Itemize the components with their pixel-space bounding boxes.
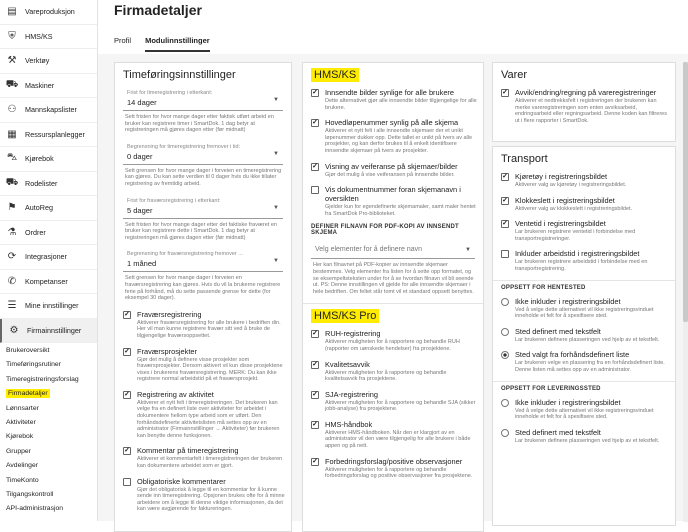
sidebar-item-label: Kompetanser (25, 276, 68, 286)
hms-pro-option-help: Aktiverer HMS-håndboken. Når den er klargjort av en administrator vil den være tilgjengelig for alle brukere i både appen og på nett. (325, 429, 471, 450)
sidebar-item-rodelister[interactable] (0, 172, 97, 197)
truck-list-icon: ⛟ (5, 176, 19, 188)
radio-selected[interactable] (501, 351, 509, 359)
divider (303, 303, 483, 304)
hms-pro-option[interactable] (311, 420, 477, 429)
subnav-item-label: Grupper (6, 447, 31, 455)
transport-option[interactable] (501, 196, 669, 205)
checkbox-checked[interactable]: ✓ (312, 119, 318, 127)
timeforing-option[interactable] (123, 390, 285, 399)
timeforing-option-label: Obligatoriske kommentarer (137, 476, 226, 486)
hms-option[interactable] (311, 162, 477, 171)
hentested-radio-label: Sted definert med tekstfelt (515, 326, 601, 336)
checkbox-checked[interactable]: ✓ (312, 162, 318, 170)
timeforing-option-help: Gjør det mulig å definere visse prosjekter som fraværsprosjekter. Dersom aktivert vil kun disse prosjektene vises i brukerens fraværsregistrering. MERK: Du kan ikke registrere normal arbeidstid på et fraværsprosjekt. (137, 356, 283, 383)
sidebar-item-firmainnstillinger[interactable] (0, 319, 97, 344)
select-value: 5 dager (127, 205, 153, 215)
checkbox-checked[interactable]: ✓ (312, 360, 318, 368)
timeforing-panel (114, 62, 292, 532)
hentested-radio-help: Lar brukeren definere plasseringen ved hjelp av et tekstfelt. (515, 336, 660, 343)
deadline-select[interactable] (123, 249, 283, 272)
varer-option-help: Aktiverer et nedtrekksfelt i registreringen der brukeren kan merke vareregistreringen som enten avviksarbeid, endringsarbeid eller regningsarbeid. Denne koden kan filtreres ut i flere rapporter i SmartDok. (515, 98, 667, 124)
checkbox-checked[interactable]: ✓ (312, 390, 318, 398)
select-help: Sett grensen for hvor mange dager i forveien en timeregistrering kan gjøres. Du kan sette verdien til 0 dager hvis du ikke tillater registrering av fremtidig arbeid. (125, 167, 282, 187)
page-title: Firmadetaljer (114, 2, 202, 18)
deadline-select[interactable] (123, 142, 283, 165)
divider (493, 280, 675, 281)
car-icon: ⛍ (6, 152, 18, 164)
subnav-item-grupper[interactable] (0, 444, 97, 458)
sidebar-item-label: Rodelister (25, 178, 58, 188)
dropdown-arrow-icon: ▼ (273, 258, 279, 265)
timeforing-option-label: Kommentar på timeregistrering (137, 446, 239, 456)
subnav-item-timekonto[interactable] (0, 473, 97, 487)
checkbox-checked[interactable]: ✓ (502, 89, 508, 96)
radio-unselected[interactable] (501, 298, 509, 306)
transport-option-help: Lar brukeren registrere ventetid i forbindelse med transportregistreringer. (515, 229, 636, 242)
subnav-item-label: TimeKonto (6, 476, 39, 484)
timeforing-option[interactable] (123, 347, 285, 356)
hentested-radio[interactable] (501, 327, 669, 336)
sidebar-item-label: Ordrer (25, 227, 46, 237)
leveringssted-radio-help: Lar brukeren definere plasseringen ved hjelp av et tekstfelt. (515, 437, 660, 444)
select-value: 1 måned (127, 259, 157, 269)
checkbox-checked[interactable]: ✓ (124, 347, 130, 355)
hentested-radio-help: Ved å velge dette alternativet vil ikke registreringsvinduet inneholde et felt for å spesifisere sted. (515, 306, 654, 320)
hms-title-text: HMS/KS (311, 68, 359, 82)
deadline-select[interactable] (123, 88, 283, 111)
subnav-item-label: Timeregistreringsforslag (6, 375, 79, 383)
hms-option[interactable] (311, 88, 477, 97)
subnav-item-aktiviteter[interactable] (0, 415, 97, 429)
pdf-filename-select[interactable] (311, 242, 475, 259)
checkbox-checked[interactable]: ✓ (502, 196, 508, 204)
shield-icon: ⛨ (8, 30, 16, 42)
timeforing-option[interactable] (123, 310, 285, 319)
select-value: 0 dager (127, 151, 153, 161)
hentested-radio-label: Sted valgt fra forhåndsdefinert liste (515, 350, 630, 360)
hms-pro-option-label: Kvalitetsavvik (325, 359, 370, 369)
sidebar-item-mannskapslister[interactable] (0, 98, 97, 123)
hms-pro-option-label: RUH-registrering (325, 329, 381, 339)
hms-pro-title-text: HMS/KS Pro (311, 309, 379, 323)
hentested-radio-label: Ikke inkluder i registreringsbildet (515, 296, 621, 306)
transport-option[interactable] (501, 219, 669, 228)
sidebar-item-label: HMS/KS (25, 31, 53, 41)
varer-option-label: Avvik/endring/regning på vareregistreringer (515, 88, 657, 97)
subnav-item-label: Lønnsarter (6, 404, 39, 412)
select-help: Sett fristen for hvor mange dager etter det faktiske fraværet en bruker kan registrere dette i SmartDok. 1 dag betyr at registreringen må gjøres dagen etter (før midnatt) (125, 221, 277, 241)
transport-option-label: Kjøretøy i registreringsbildet (515, 172, 608, 181)
hms-option-label: Vis dokumentnummer foran skjemanavn i oversikten (325, 185, 461, 204)
radio-unselected[interactable] (501, 399, 509, 407)
sliders-icon: ☰ (7, 300, 17, 312)
sidebar-item-label: Vareproduksjon (25, 7, 75, 17)
select-help: Sett fristen for hvor mange dager etter faktisk utført arbeid en bruker kan registrere timer i SmartDok. 1 dag betyr at registreringen må gjøres dagen etter (før midnatt) (125, 114, 274, 134)
timeforing-option-help: Gjør det obligatorisk å legge til en kommentar for å kunne sende inn timeregistrering. Opsjonen brukes ofte for å minne arbeidere om å legge til denne viktige informasjonen, da det kan være avgjørende for faktureringen. (137, 486, 285, 513)
tab-profil[interactable]: Profil (114, 36, 132, 45)
scrollbar-thumb[interactable] (683, 62, 688, 322)
timeforing-option[interactable] (123, 446, 285, 455)
transport-option[interactable] (501, 172, 669, 181)
checkbox-unchecked[interactable] (311, 186, 319, 194)
subnav-item-label: Brukeroversikt (6, 347, 50, 354)
select-label: Frist for timeregistrering i etterkant: (127, 90, 213, 96)
leveringssted-radio-label: Sted definert med tekstfelt (515, 427, 601, 437)
hms-option-help: Gjør det mulig å vise veiferansen på innsendte bilder. (325, 171, 455, 178)
hms-pro-option-help: Aktiverer muligheten for å rapportere og behandle SJA (sikker jobb-analyse) fra prosjektene. (325, 399, 476, 413)
sidebar-item-verkt-y[interactable] (0, 49, 97, 74)
pdf-filename-placeholder: Velg elementer for å definere navn (315, 246, 423, 254)
transport-option-label: Ventetid i registreringsbildet (515, 219, 606, 229)
checkbox-checked[interactable]: ✓ (312, 457, 318, 465)
timeforing-option-help: Aktiverer et nytt felt i timeregistreringen. Det brukeren kan velge fra en definert liste over aktiviteter for arbeidet i dokumentere hellom type arbeid som er utført. Den forhåndsdefinerte aktivitetslisten må settes opp av en administrator (Firmainnstillinger → Aktiviteter) før brukeren kan benytte denne funksjonen. (137, 399, 280, 439)
checkbox-unchecked[interactable] (501, 250, 509, 258)
leveringssted-radio-label: Ikke inkluder i registreringsbildet (515, 397, 621, 407)
truck-icon: ⛟ (5, 78, 19, 90)
timeforing-option-help: Aktiverer et kommentarfelt i timeregistreringen der brukeren kan dokumentere arbeidet som er gjort. (137, 456, 283, 470)
sidebar-item-kompetanser[interactable] (0, 270, 97, 295)
timeforing-option-help: Aktiverer fraværsregistrering for alle brukere i bedriften din. Her vil man kunne registrere fravær sitt ved å bruke de tilgjengelige fraværsoppsettet. (137, 319, 281, 339)
cart-icon: ⚗ (7, 226, 17, 238)
radio-unselected[interactable] (501, 328, 509, 336)
subnav-item-label: Tilgangskontroll (6, 490, 54, 498)
select-help: Sett grensen for hvor mange dager i forveien en fraværsregistrering kan gjøres. Hvis du vil la brukerne registrere ferie på forhånd, må du sette passende grense for dette (for eksempel 30 dager). (125, 275, 281, 302)
hms-pro-option[interactable] (311, 457, 477, 466)
checkbox-checked[interactable]: ✓ (124, 447, 130, 455)
dropdown-arrow-icon: ▼ (465, 247, 471, 254)
sidebar-item-kj-rebok[interactable] (0, 147, 97, 172)
subnav-item-timeregistreringsforslag[interactable] (0, 372, 97, 386)
checkbox-checked[interactable]: ✓ (312, 420, 318, 428)
timeforing-title: Timeføringsinnstillinger (123, 69, 236, 81)
sidebar-item-label: Firmainnstillinger (27, 325, 82, 335)
sidebar-item-ordrer[interactable] (0, 221, 97, 246)
select-label: Begrensning for fraværsregistrering fremover ... (127, 251, 243, 258)
sidebar-item-vareproduksjon[interactable] (0, 0, 97, 25)
hms-pro-option-help: Aktiverer muligheten for å rapportere og behandle kvalitetsavvik fra prosjektene. (325, 369, 447, 383)
transport-option-label: Klokkeslett i registreringsbildet (515, 195, 615, 205)
subnav-item-label: Aktiviteter (6, 418, 36, 426)
leveringssted-heading: OPPSETT FOR LEVERINGSSTED (501, 385, 601, 392)
varer-panel (492, 62, 676, 142)
dropdown-arrow-icon: ▼ (273, 97, 279, 103)
subnav-item-label: Firmadetaljer (8, 390, 48, 398)
hentested-radio[interactable] (501, 297, 669, 306)
hms-pro-option-label: SJA-registrering (325, 389, 378, 399)
hms-pro-option[interactable] (311, 360, 477, 369)
sidebar-item-label: Integrasjoner (25, 252, 67, 262)
subnav-item-api-administrasjon[interactable] (0, 501, 97, 515)
checkbox-unchecked[interactable] (123, 478, 131, 486)
hentested-radio-help: Lar brukeren velge en plassering fra en forhåndsdefinert liste. Denne listen må settes opp av en administrator. (515, 360, 665, 373)
autoreg-icon: ⚑ (7, 202, 17, 214)
hentested-heading: OPPSETT FOR HENTESTED (501, 284, 586, 291)
hms-panel (302, 62, 484, 532)
pdf-filename-heading: DEFINER FILNAVN FOR PDF-KOPI AV INNSENDT SKJEMA (311, 224, 459, 237)
checkbox-checked[interactable]: ✓ (124, 390, 130, 398)
dropdown-arrow-icon: ▼ (273, 204, 279, 211)
transport-option[interactable] (501, 249, 669, 258)
sidebar-item-maskiner[interactable] (0, 74, 97, 99)
hms-option-label: Visning av veiferanse på skjemaer/bilder (325, 161, 458, 171)
leveringssted-radio-help: Ved å velge dette alternativet vil ikke registreringsvinduet inneholde et felt for å spesifisere sted. (515, 407, 654, 421)
tab-bar (114, 36, 688, 52)
sidebar-item-ressursplanlegger[interactable] (0, 123, 97, 148)
subnav-item-label: API-administrasjon (6, 505, 64, 513)
checkbox-checked[interactable]: ✓ (312, 89, 318, 96)
timeforing-option-label: Fraværsprosjekter (137, 346, 197, 356)
hms-title (311, 69, 483, 81)
main-content (98, 0, 688, 521)
sidebar-item-integrasjoner[interactable] (0, 245, 97, 270)
sidebar-item-label: Kjørebok (25, 154, 54, 164)
hms-option-label: Hovedløpenummer synlig på alle skjema (325, 118, 459, 128)
timeforing-option-label: Fraværsregistrering (137, 309, 202, 319)
wrench-icon: ⚒ (7, 55, 17, 67)
hms-option-help: Aktiverer et nytt felt i alle innsendte skjemaer der et unikt løpenummer dukker opp. Dette tallet er unikt på tvers av alle prosjekter, og kan derfor brukes til å enkelt identifisere innsendte skjemaer på tvers av prosjekter. (325, 128, 473, 154)
transport-option-help: Aktiverer valg av klokkeslett i registreringsbildet. (515, 205, 633, 212)
sidebar (0, 0, 98, 521)
hms-pro-option[interactable] (311, 390, 477, 399)
hms-pro-option-label: Forbedringsforslag/positive observasjoner (325, 456, 463, 466)
page-header (98, 0, 688, 54)
gear-icon: ⚙ (9, 324, 19, 336)
dropdown-arrow-icon: ▼ (273, 150, 279, 157)
sidebar-item-label: Maskiner (25, 80, 55, 90)
deadline-select[interactable] (123, 196, 283, 219)
sidebar-item-hms-ks[interactable] (0, 25, 97, 50)
hentested-radio[interactable] (501, 350, 669, 359)
sidebar-item-label: Mannskapslister (25, 105, 77, 115)
sidebar-item-autoreg[interactable] (0, 196, 97, 221)
transport-panel (492, 146, 676, 526)
hms-pro-option-help: Aktiverer muligheten for å rapportere og behandle forbedringsforslag og positive observasjoner fra prosjektene. (325, 466, 473, 480)
transport-title: Transport (501, 153, 548, 165)
leveringssted-radio[interactable] (501, 428, 669, 437)
hms-option-label: Innsendte bilder synlige for alle brukere (325, 88, 455, 97)
scrollbar[interactable] (683, 62, 688, 522)
subnav-item-timef-ringsrutiner[interactable] (0, 357, 97, 371)
timeforing-option-label: Registrering av aktivitet (137, 389, 214, 399)
hms-pro-title (311, 310, 483, 322)
sidebar-item-label: Verktøy (25, 56, 50, 66)
people-icon: ⚇ (7, 104, 17, 116)
megaphone-icon: ✆ (7, 275, 17, 287)
subnav-item-label: Kjørebok (6, 433, 34, 441)
checkbox-checked[interactable]: ✓ (502, 173, 508, 180)
hms-option[interactable] (311, 118, 477, 127)
subnav-item-l-nnsarter[interactable] (0, 401, 97, 415)
transport-option-help: Aktiverer valg av kjøretøy i registreringsbildet. (515, 182, 627, 188)
checkbox-checked[interactable]: ✓ (502, 220, 508, 228)
hms-option-help: Dette alternativet gjør alle innsendte bilder tilgjengelige for alle brukere. (325, 98, 477, 111)
transport-option-label: Inkluder arbeidstid i registreringsbildet (515, 249, 640, 259)
sidebar-item-mine-innstillinger[interactable] (0, 294, 97, 319)
varer-option[interactable] (501, 88, 669, 97)
varer-title: Varer (501, 69, 528, 81)
planner-icon: ▦ (7, 128, 17, 140)
hms-pro-option-label: HMS-håndbok (325, 419, 373, 429)
subnav-item-brukeroversikt[interactable] (0, 343, 97, 357)
hms-pro-option-help: Aktiverer muligheten for å rapportere og behandle RUH (rapporter om uønskede hendelser) fra prosjektene. (325, 339, 460, 352)
hms-option-help: Gjelder kun for egendefinerte skjemamaler, samt maler hentet fra SmartDok Pro-biblioteket. (325, 204, 476, 217)
select-label: Frist for fraværsregistrering i etterkant: (127, 197, 221, 204)
pdf-filename-help: Her kan filnavnet på PDF-kopier av innsendte skjemaer bestemmes. Velg elementer fra listen for å sette opp formatet, og se eksempeltsteksten under for å se hvordan filnavn vil bli seende ut. PS: Denne innstillingen vil gjelde for alle innsendte skjemaer i hele bedriften. Om feltet står tomt vil et standard oppsett benyttes. (313, 262, 474, 295)
tab-modulinnstillinger[interactable]: Modulinnstillinger (145, 36, 210, 52)
divider (493, 381, 675, 382)
sidebar-item-label: Mine innstillinger (25, 301, 79, 311)
subnav-item-label: Timeføringsrutiner (6, 361, 61, 369)
radio-unselected[interactable] (501, 429, 509, 437)
subnav-item-label: Avdelinger (6, 462, 38, 470)
hms-option[interactable] (311, 185, 477, 203)
subnav-item-avdelinger[interactable] (0, 458, 97, 472)
transport-option-help: Lar brukeren registrere arbeidstid i forbindelse med en transportregistrering. (515, 259, 648, 272)
subnav-item-tilgangskontroll[interactable] (0, 487, 97, 501)
leveringssted-radio[interactable] (501, 398, 669, 407)
clipboard-icon: ▤ (7, 6, 17, 18)
sidebar-item-label: Ressursplanlegger (25, 129, 85, 139)
timeforing-option[interactable] (123, 477, 285, 486)
subnav-item-firmadetaljer[interactable] (0, 386, 97, 400)
checkbox-checked[interactable]: ✓ (124, 310, 130, 318)
sidebar-item-label: AutoReg (25, 203, 53, 213)
hms-pro-option[interactable] (311, 329, 477, 338)
checkbox-checked[interactable]: ✓ (312, 330, 318, 338)
subnav-item-kj-rebok[interactable] (0, 429, 97, 443)
sync-icon: ⟳ (7, 251, 17, 263)
select-value: 14 dager (127, 98, 157, 107)
select-label: Begrensning for timeregistrering fremover i tid: (127, 143, 241, 150)
